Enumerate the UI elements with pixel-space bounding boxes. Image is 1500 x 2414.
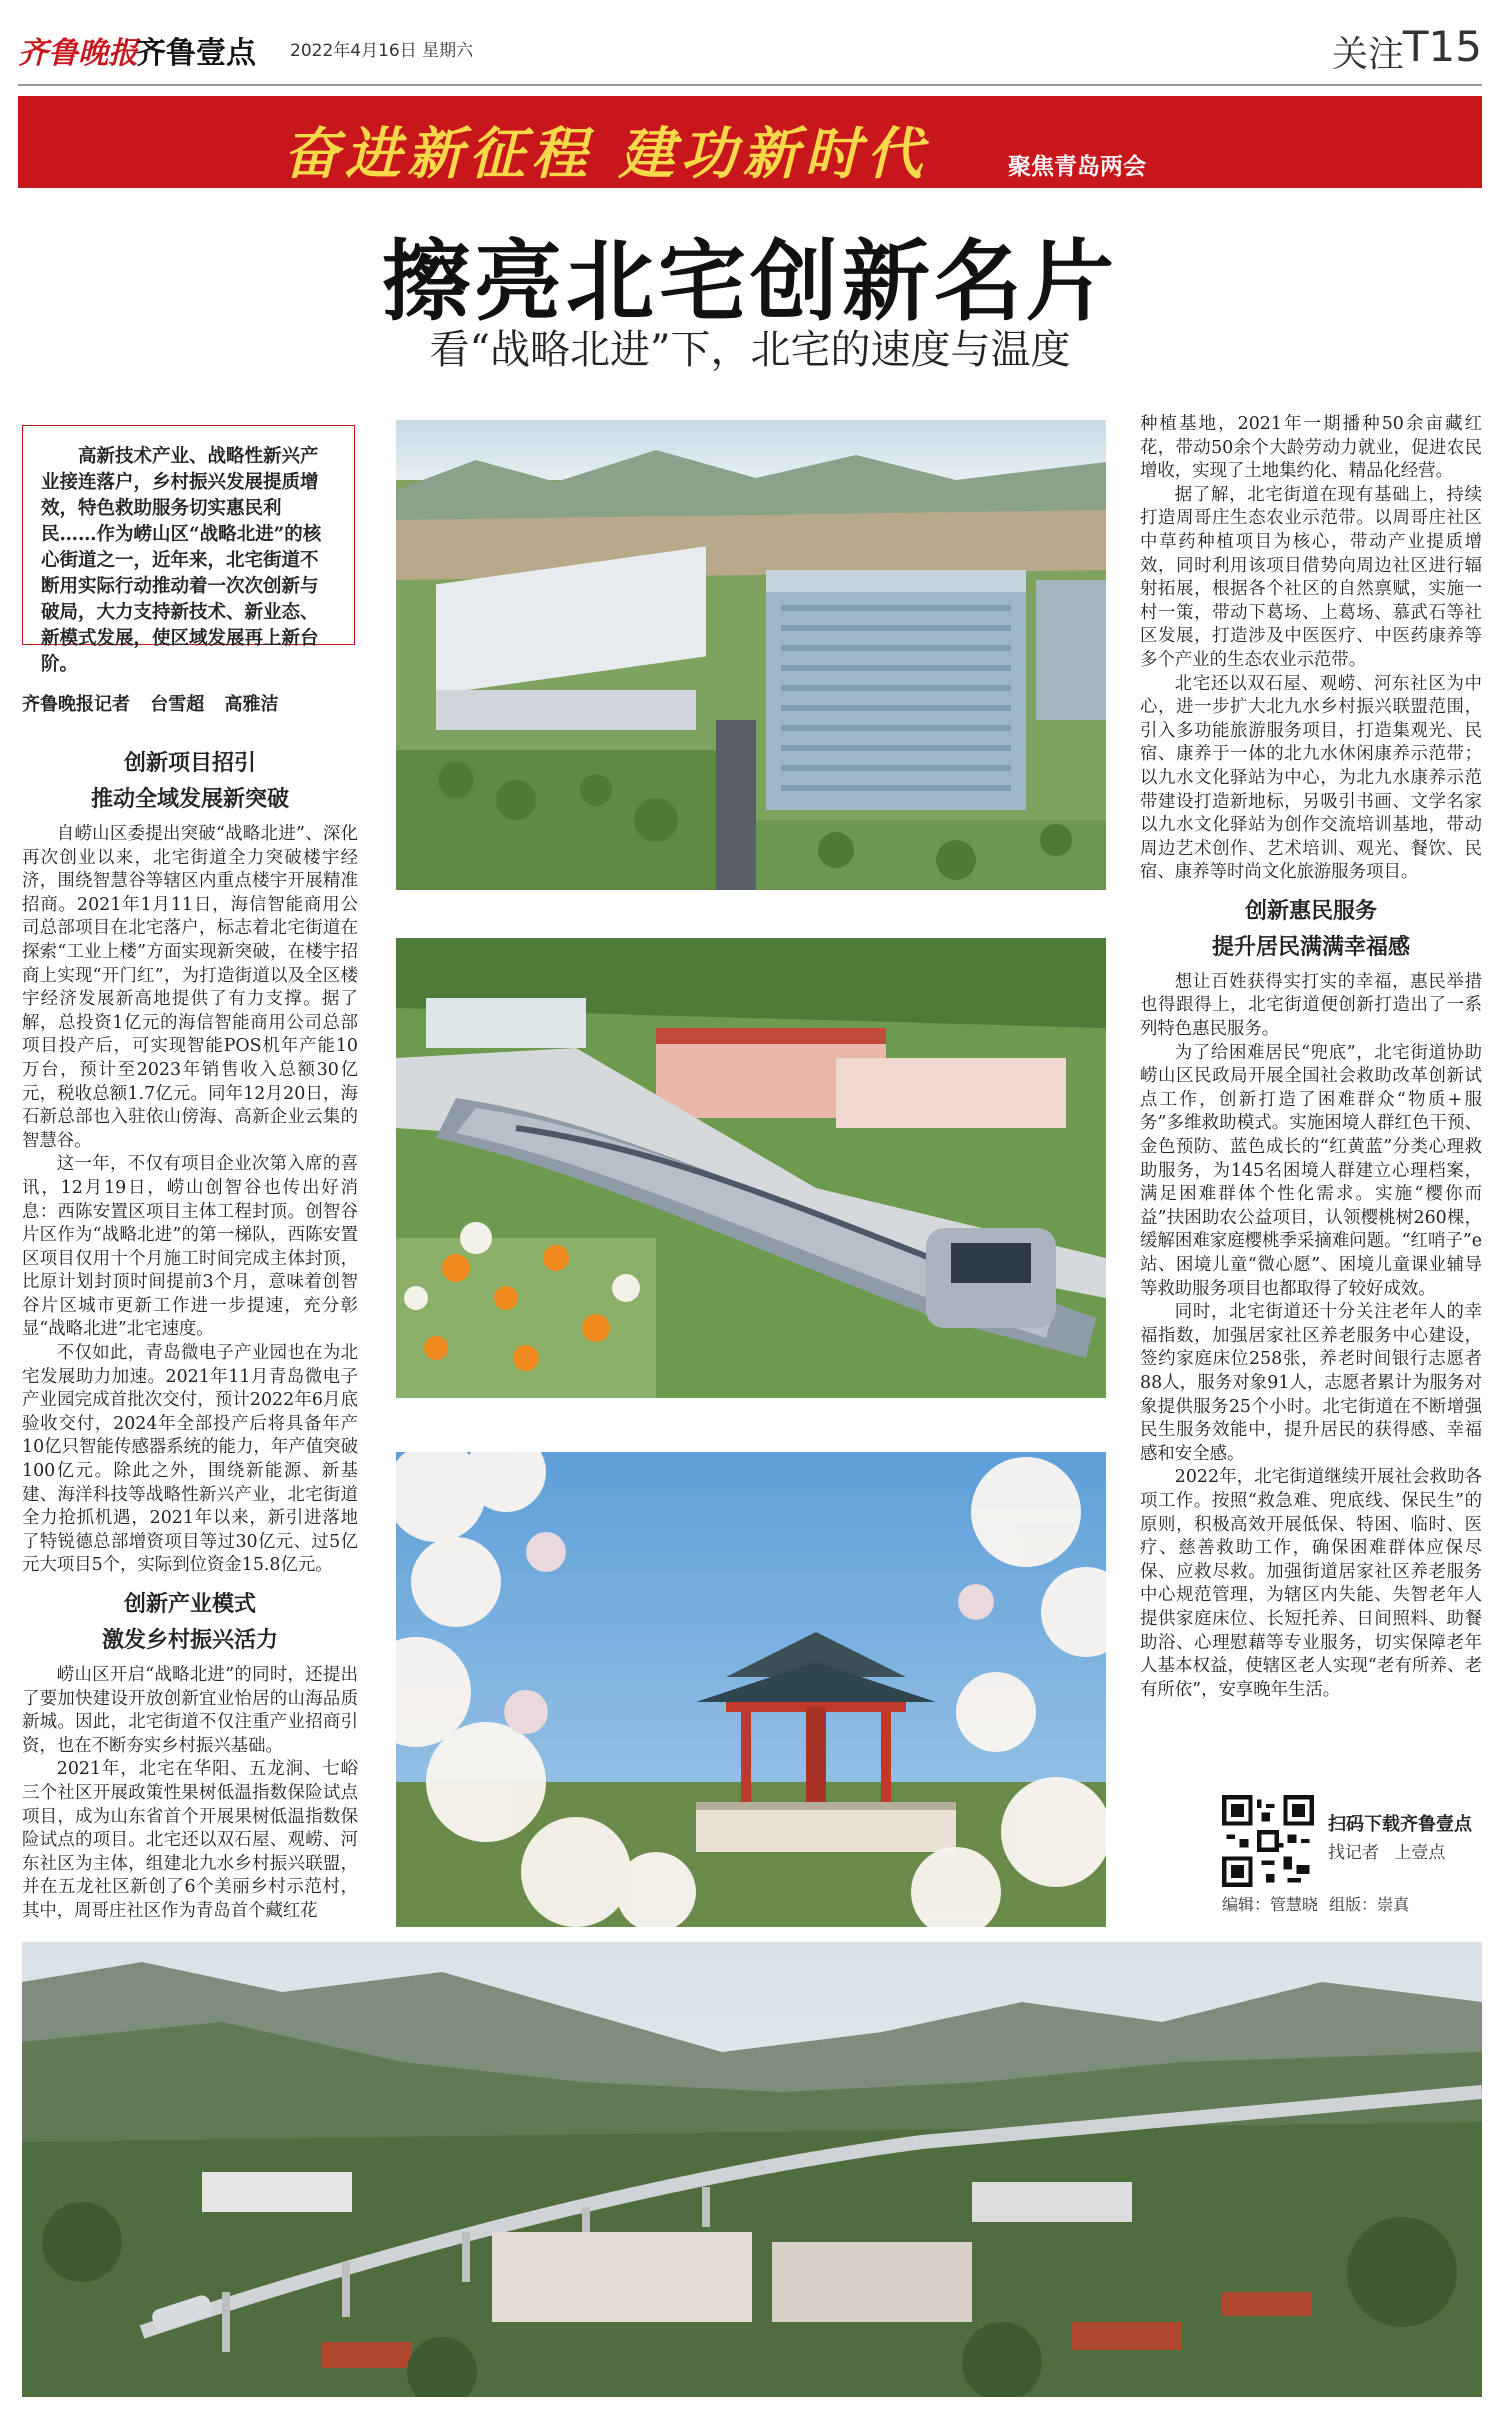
section-name: 关注 bbox=[1331, 34, 1404, 75]
section2-title-2: 激发乡村振兴活力 bbox=[101, 1627, 278, 1653]
banner-tag: 聚焦青岛两会 bbox=[1008, 154, 1146, 180]
section2-title-1: 创新产业模式 bbox=[123, 1591, 256, 1617]
photo-panorama bbox=[22, 1942, 1482, 2397]
paragraph: 崂山区开启“战略北进”的同时，还提出了要加快建设开放创新宜业怡居的山海品质新城。因此，北宅街道不仅注重产业招商引资，也在不断夯实乡村振兴基础。 bbox=[22, 1665, 358, 1756]
masthead bbox=[18, 22, 1482, 82]
paragraph: 2021年，北宅在华阳、五龙涧、七峪三个社区开展政策性果树低温指数保险试点项目，成为山东省首个开展果树低温指数保险试点的项目。北宅还以双石屋、观崂、河东社区为主体，组建北九水乡村振兴联盟，并在五龙社区新创了6个美丽乡村示范村，其中，周哥庄社区作为青岛首个藏红花 bbox=[22, 1759, 358, 1921]
section2-body bbox=[22, 1664, 358, 1924]
section1-title-2: 推动全域发展新突破 bbox=[90, 786, 289, 812]
right-column bbox=[1140, 413, 1482, 1702]
qr-caption: 扫码下载齐鲁壹点 bbox=[1328, 1814, 1472, 1835]
photo-pavilion-blossoms bbox=[396, 1452, 1106, 1927]
page-number: T15 bbox=[1402, 22, 1482, 71]
page-subheadline: 看“战略北进”下，北宅的速度与温度 bbox=[429, 327, 1071, 373]
section1-title-1: 创新项目招引 bbox=[123, 750, 256, 776]
paragraph: 北宅还以双石屋、观崂、河东社区为中心，进一步扩大北九水乡村振兴联盟范围，引入多功能旅游服务项目，打造集观光、民宿、康养于一体的北九水休闲康养示范带；以九水文化驿站为中心，为北九水康养示范带建设打造新地标，另吸引书画、文学名家以九水文化驿站为创作交流培训基地，带动周边艺术创作、艺术培训、观光、餐饮、民宿、康养等时尚文化旅游服务项目。 bbox=[1140, 673, 1482, 883]
paragraph: 据了解，北宅街道在现有基础上，持续打造周哥庄生态农业示范带。以周哥庄社区中草药种植项目为核心，带动产业提质增效，同时利用该项目借势向周边社区进行辐射拓展，根据各个社区的自然禀赋，实施一村一策，带动下葛场、上葛场、慕武石等社区发展，打造涉及中医医疗、中医药康养等多个产业的生态农业示范带。 bbox=[1140, 484, 1482, 670]
section2-continued bbox=[1140, 413, 1482, 885]
newspaper-logo: 齐鲁晚报 bbox=[18, 36, 138, 71]
paragraph: 2022年，北宅街道继续开展社会救助各项工作。按照“救急难、兜底线、保民生”的原则，积极高效开展低保、特困、临时、医疗、慈善救助工作，确保困难群体应保尽保、应救尽救。加强街道居家社区养老服务中心规范管理，为辖区内失能、失智老年人提供家庭床位、长短托养、日间照料、助餐助浴、心理慰藉等专业服务，切实保障老年人基本权益，使辖区老人实现“老有所养、老有所依”，安享晚年生活。 bbox=[1140, 1467, 1482, 1700]
left-column bbox=[22, 745, 358, 1924]
paragraph: 种植基地，2021年一期播种50余亩藏红花，带动50余个大龄劳动力就业，促进农民增收，实现了土地集约化、精品化经营。 bbox=[1140, 414, 1482, 482]
red-banner bbox=[18, 96, 1482, 188]
paragraph: 这一年，不仅有项目企业次第入席的喜讯，12月19日，崂山创智谷也传出好消息：西陈安置区项目主体工程封顶。创智谷片区作为“战略北进”的第一梯队，西陈安置区项目仅用十个月施工时间完成主体封顶，比原计划封顶时间提前3个月，意味着创智谷片区城市更新工作进一步提速，充分彰显“战略北进”北宅速度。 bbox=[22, 1154, 358, 1340]
paragraph: 想让百姓获得实打实的幸福，惠民举措也得跟得上，北宅街道便创新打造出了一系列特色惠民服务。 bbox=[1140, 971, 1482, 1040]
section1-body bbox=[22, 823, 358, 1578]
section3-title-2: 提升居民满满幸福感 bbox=[1211, 933, 1410, 960]
photo-light-rail bbox=[396, 938, 1106, 1398]
issue-date: 2022年4月16日 星期六 bbox=[290, 41, 474, 61]
editor-credits: 编辑：管慧晓 组版：崇真 bbox=[1222, 1895, 1410, 1914]
banner-slogan: 奋进新征程 建功新时代 bbox=[283, 121, 929, 187]
photo-industrial-park bbox=[396, 420, 1106, 890]
page-headline: 擦亮北宅创新名片 bbox=[381, 229, 1118, 333]
app-logo: 齐鲁壹点 bbox=[136, 36, 256, 71]
paragraph: 为了给困难居民“兜底”，北宅街道协助崂山区民政局开展全国社会救助改革创新试点工作，创新打造了困难群众“物质+服务”多维救助模式。实施困境人群红色干预、金色预防、蓝色成长的“红黄蓝”分类心理救助服务，为145名困境人群建立心理档案，满足困难群体个性化需求。实施“樱你而益”扶困助农公益项目，认领樱桃树260棵，缓解困难家庭樱桃季采摘难问题。“红哨子”e站、困境儿童“微心愿”、困境儿童课业辅导等救助服务项目也都取得了较好成效。 bbox=[1140, 1042, 1482, 1299]
paragraph: 不仅如此，青岛微电子产业园也在为北宅发展助力加速。2021年11月青岛微电子产业园完成首批次交付，预计2022年6月底验收交付，2024年全部投产后将具备年产10亿只智能传感器系统的能力，年产值突破100亿元。除此之外，围绕新能源、新基建、海洋科技等战略性新兴产业，北宅街道全力抢抓机遇，2021年以来，新引进落地了特锐德总部增资项目等过30亿元、过5亿元大项目5个，实际到位资金15.8亿元。 bbox=[22, 1343, 358, 1576]
lead-summary: 高新技术产业、战略性新兴产业接连落户，乡村振兴发展提质增效，特色救助服务切实惠民利民……作为崂山区“战略北进”的核心街道之一，近年来，北宅街道不断用实际行动推动着一次次创新与破局，大力支持新技术、新业态、新模式发展，使区域发展再上新台阶。 bbox=[22, 425, 355, 645]
section3-title-1: 创新惠民服务 bbox=[1244, 897, 1377, 924]
paragraph: 自崂山区委提出突破“战略北进”、深化再次创业以来，北宅街道全力突破楼宇经济，围绕智慧谷等辖区内重点楼宇开展精准招商。2021年1月11日，海信智能商用公司总部项目在北宅落户，标志着北宅街道在探索“工业上楼”方面实现新突破，在楼宇招商上实现“开门红”，为打造街道以及全区楼宇经济发展新高地提供了有力支撑。据了解，总投资1亿元的海信智能商用公司总部项目投产后，可实现智能POS机年产能10万台，预计至2023年销售收入总额30亿元，税收总额1.7亿元。同年12月20日，海石新总部也入驻依山傍海、高新企业云集的智慧谷。 bbox=[22, 824, 358, 1151]
byline: 齐鲁晚报记者 台雪超 高雅洁 bbox=[22, 694, 279, 715]
qr-code-icon[interactable] bbox=[1222, 1795, 1314, 1887]
masthead-divider bbox=[18, 84, 1482, 86]
section3-body bbox=[1140, 971, 1482, 1702]
paragraph: 同时，北宅街道还十分关注老年人的幸福指数，加强居家社区养老服务中心建设，签约家庭床位258张，养老时间银行志愿者88人，服务对象91人，志愿者累计为服务对象提供服务25个小时。北宅街道在不断增强民生服务效能中，提升居民的获得感、幸福感和安全感。 bbox=[1140, 1302, 1482, 1464]
qr-slogan: 找记者 上壹点 bbox=[1328, 1843, 1446, 1863]
